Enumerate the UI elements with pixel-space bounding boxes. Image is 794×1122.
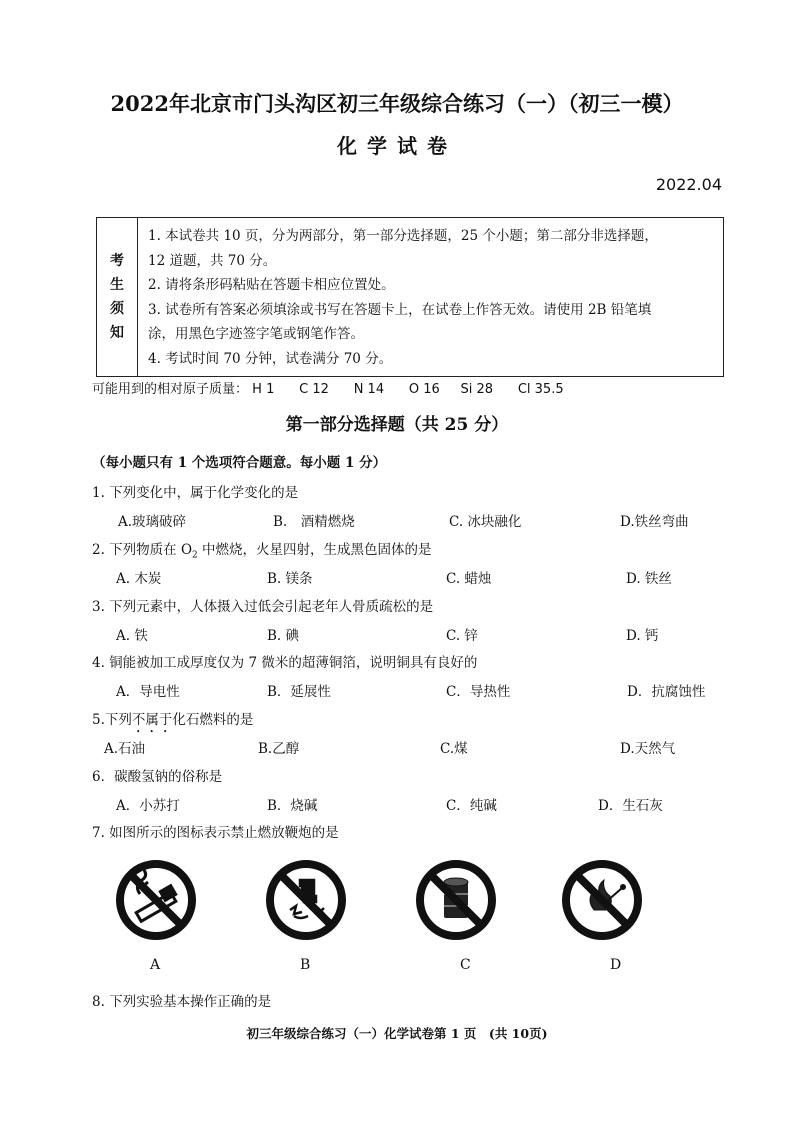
option-a: A. 木炭 xyxy=(116,571,162,587)
question-stem-text: 2. 下列物质在 O xyxy=(92,542,193,558)
option-a: A.石油 xyxy=(104,741,146,757)
question-stem: 6．碳酸氢钠的俗称是 xyxy=(92,769,223,785)
question-stem xyxy=(92,708,253,736)
figure-label-b: B xyxy=(300,957,311,973)
question-stem-text: 中燃烧，火星四射，生成黑色固体的是 xyxy=(197,542,432,558)
exam-notice-box xyxy=(96,217,724,377)
figure-label-a: A xyxy=(150,957,161,973)
option-d: D. 铁丝 xyxy=(626,571,672,587)
exam-date: 2022.04 xyxy=(655,175,722,194)
option-d: D.铁丝弯曲 xyxy=(620,514,689,530)
notice-line: 1. 本试卷共 10 页，分为两部分，第一部分选择题，25 个小题；第二部分非选择题， xyxy=(148,228,658,244)
option-c: C．导热性 xyxy=(446,684,511,700)
notice-line: 2. 请将条形码粘贴在答题卡相应位置处。 xyxy=(148,277,395,293)
question-stem: 3. 下列元素中，人体摄入过低会引起老年人骨质疏松的是 xyxy=(92,599,434,615)
option-c: C. 锌 xyxy=(446,628,478,644)
atomic-masses-label: 可能用到的相对原子质量： xyxy=(92,382,249,397)
option-d: D. 钙 xyxy=(626,628,659,644)
atomic-mass: N 14 xyxy=(353,382,385,397)
page-subtitle: 化学试卷 xyxy=(337,134,457,158)
option-a: A．导电性 xyxy=(116,684,180,700)
atomic-mass: Si 28 xyxy=(460,382,494,397)
option-c: C.煤 xyxy=(440,741,468,757)
option-b: B.乙醇 xyxy=(258,741,300,757)
section-title: 第一部分选择题（共 25 分） xyxy=(285,415,509,435)
option-c: C. 冰块融化 xyxy=(449,514,522,530)
figure-label-c: C xyxy=(460,957,471,973)
no-open-flame-icon xyxy=(560,858,644,942)
option-b: B．烧碱 xyxy=(267,798,318,814)
notice-line: 4. 考试时间 70 分钟，试卷满分 70 分。 xyxy=(148,350,393,367)
atomic-masses xyxy=(92,378,564,397)
option-a: A．小苏打 xyxy=(116,798,180,814)
question-stem-text: 化石燃料的是 xyxy=(172,712,254,728)
question-stem xyxy=(92,538,432,561)
atomic-mass: O 16 xyxy=(408,382,440,397)
question-stem: 4. 铜能被加工成厚度仅为 7 微米的超薄铜箔，说明铜具有良好的 xyxy=(92,655,478,671)
option-d: D．生石灰 xyxy=(598,798,663,814)
atomic-mass: H 1 xyxy=(252,382,275,397)
notice-line: 涂，用黑色字迹签字笔或钢笔作答。 xyxy=(148,326,364,342)
option-b: B．延展性 xyxy=(267,684,331,700)
figure-label-d: D xyxy=(610,957,622,973)
question-stem: 7. 如图所示的图标表示禁止燃放鞭炮的是 xyxy=(92,825,339,841)
notice-label-char: 考 xyxy=(110,253,124,269)
no-smoking-icon xyxy=(114,858,198,942)
option-a: A. 铁 xyxy=(116,628,148,644)
notice-body xyxy=(138,218,723,376)
question-stem-text: 5.下列 xyxy=(92,712,132,728)
page-title: 2022年北京市门头沟区初三年级综合练习（一）（初三一模） xyxy=(110,91,684,116)
notice-line: 3. 试卷所有答案必须填涂或书写在答题卡上，在试卷上作答无效。请使用 2B 铅笔填 xyxy=(148,301,652,318)
question-stem: 1. 下列变化中，属于化学变化的是 xyxy=(92,485,299,501)
question-stem: 8. 下列实验基本操作正确的是 xyxy=(92,994,272,1010)
notice-label-char: 须 xyxy=(110,301,124,317)
section-instruction: （每小题只有 1 个选项符合题意。每小题 1 分） xyxy=(92,455,387,471)
option-c: C. 蜡烛 xyxy=(446,571,492,587)
page-footer: 初三年级综合练习（一）化学试卷第 1 页 (共 10页) xyxy=(246,1026,548,1041)
option-d: D．抗腐蚀性 xyxy=(627,684,706,700)
option-b: B. 镁条 xyxy=(267,571,313,587)
no-fireworks-icon xyxy=(264,858,348,942)
atomic-mass: C 12 xyxy=(299,382,329,397)
option-b: B. 碘 xyxy=(267,628,300,644)
option-c: C．纯碱 xyxy=(446,798,497,814)
notice-line: 12 道题，共 70 分。 xyxy=(148,252,277,269)
notice-label-char: 知 xyxy=(110,325,124,341)
emphasized-text: 不属于 xyxy=(131,712,173,728)
option-d: D.天然气 xyxy=(620,741,676,757)
notice-label xyxy=(97,218,138,376)
subscript: 2 xyxy=(192,550,198,561)
option-b: B. 酒精燃烧 xyxy=(273,514,355,530)
notice-label-char: 生 xyxy=(110,277,124,293)
atomic-mass: Cl 35.5 xyxy=(517,382,564,397)
no-oil-drum-icon xyxy=(414,858,498,942)
option-a: A.玻璃破碎 xyxy=(118,514,187,530)
